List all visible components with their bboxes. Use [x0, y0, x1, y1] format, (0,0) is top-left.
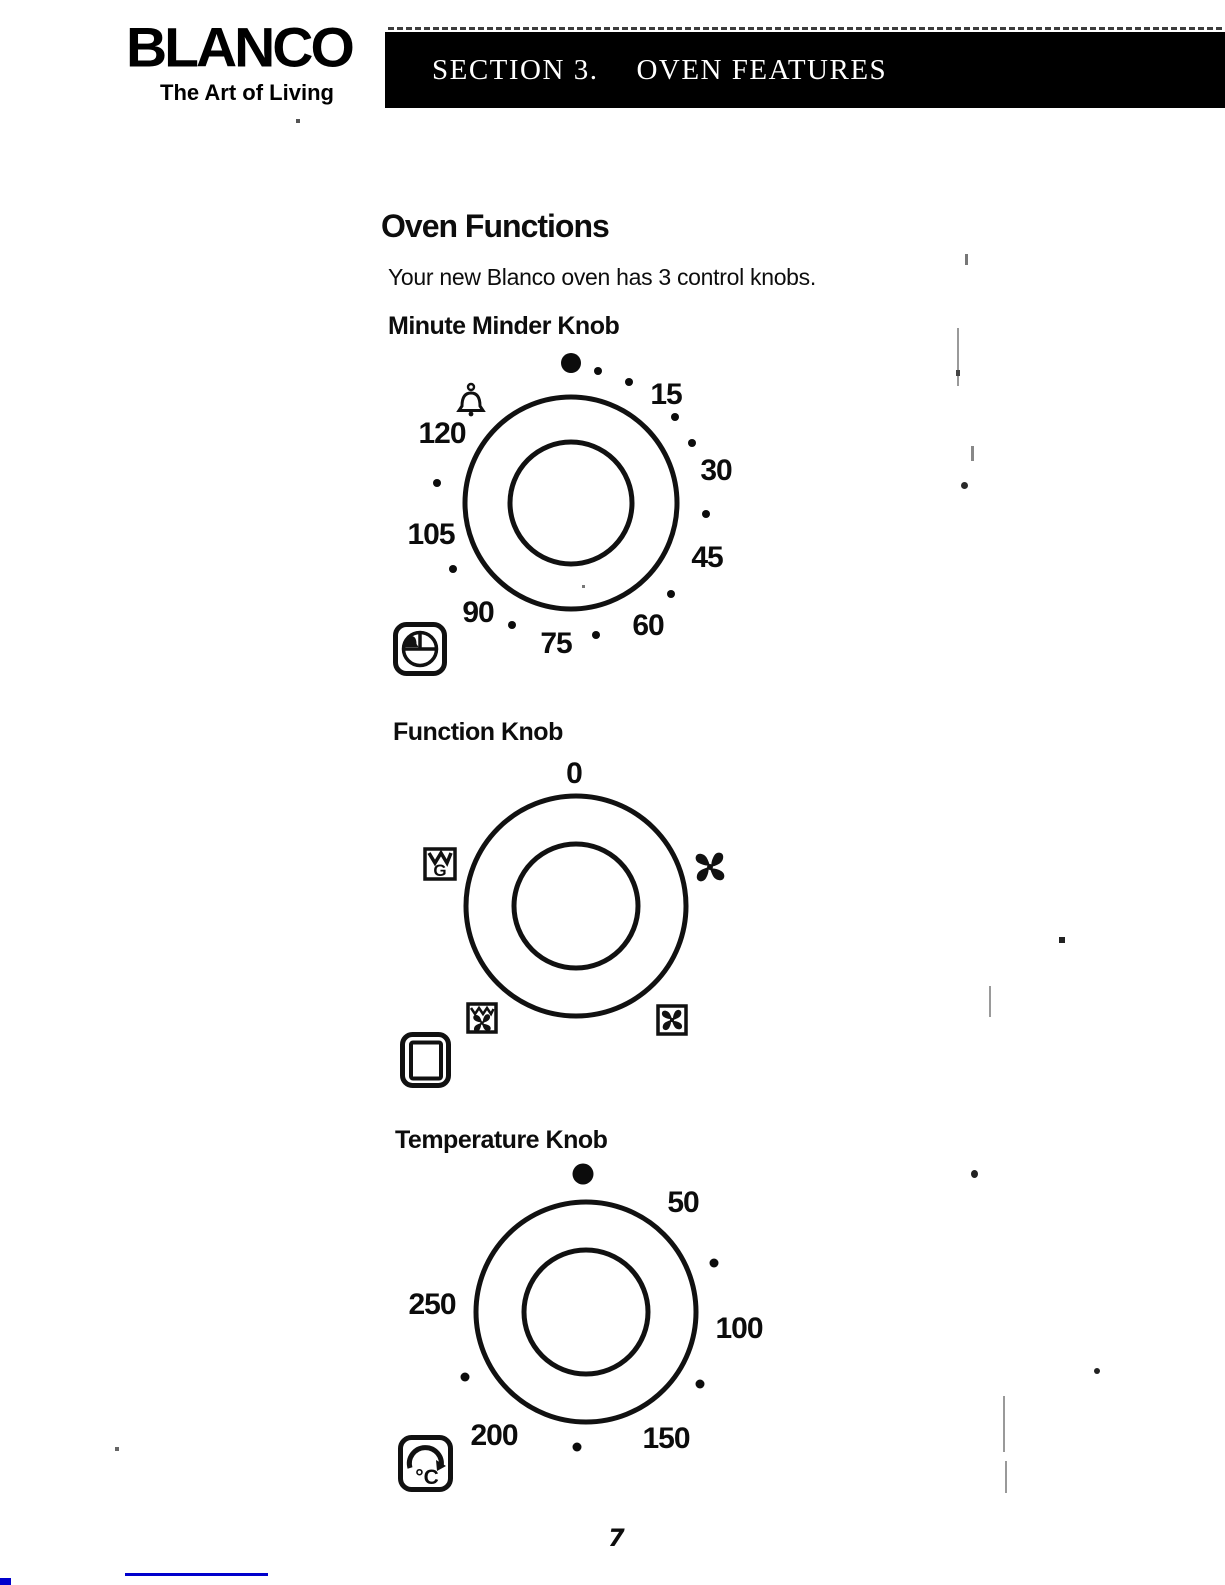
scale-label-50: 50	[667, 1186, 699, 1219]
timer-clock-icon	[396, 625, 445, 674]
page-title: Oven Functions	[381, 208, 609, 244]
minute-minder-dial	[380, 330, 760, 690]
scale-label-60: 60	[632, 609, 664, 642]
scale-label-45: 45	[691, 541, 723, 574]
scan-artifact	[1005, 1461, 1007, 1493]
knob-center	[524, 1250, 648, 1374]
knob-outer-ring	[476, 1202, 696, 1422]
section-title: OVEN FEATURES	[636, 53, 888, 86]
scan-artifact	[957, 328, 959, 386]
scale-label-100: 100	[715, 1312, 763, 1345]
celsius-icon	[401, 1438, 451, 1490]
scan-artifact-blue-line	[125, 1573, 268, 1576]
scale-label-250: 250	[408, 1288, 456, 1321]
scale-label-150: 150	[642, 1422, 690, 1455]
scan-artifact	[1003, 1396, 1005, 1452]
scan-artifact-blue-corner	[0, 1578, 11, 1585]
blanco-logo: BLANCO	[126, 16, 352, 80]
scan-artifact	[1094, 1368, 1100, 1374]
zero-marker-dot	[561, 353, 581, 373]
knob-outer-ring	[465, 397, 677, 609]
scale-label-15: 15	[650, 378, 682, 411]
intro-text: Your new Blanco oven has 3 control knobs.	[388, 264, 816, 290]
function-knob-heading: Function Knob	[393, 718, 563, 746]
scale-label-75: 75	[540, 627, 572, 660]
square-icon	[403, 1035, 449, 1086]
zero-marker-dot	[573, 1164, 594, 1185]
scale-label-200: 200	[470, 1419, 518, 1452]
scale-label-120: 120	[418, 417, 466, 450]
zero-label: 0	[566, 757, 582, 790]
knob-center	[514, 844, 638, 968]
scan-artifact	[965, 254, 968, 265]
scan-artifact	[971, 1170, 978, 1178]
section-label: SECTION 3.	[432, 53, 599, 86]
scale-label-105: 105	[407, 518, 455, 551]
fan-oven-icon	[658, 1006, 686, 1034]
page-number: 7	[608, 1524, 625, 1552]
temperature-knob-heading: Temperature Knob	[395, 1126, 608, 1154]
knob-outer-ring	[466, 796, 686, 1016]
section-header-bar	[385, 32, 1225, 108]
scan-artifact-dashes	[388, 27, 1222, 30]
brand-tagline: The Art of Living	[160, 80, 334, 105]
scan-artifact	[971, 446, 974, 461]
function-knob-dial	[380, 740, 760, 1100]
fan-icon	[696, 853, 725, 882]
temperature-dial	[380, 1150, 780, 1520]
fan-grill-icon	[468, 1004, 496, 1032]
knob-center	[510, 442, 632, 564]
scan-artifact	[582, 585, 585, 588]
minute-minder-heading: Minute Minder Knob	[388, 312, 620, 340]
scan-artifact	[115, 1447, 119, 1451]
scan-artifact	[956, 370, 960, 376]
grill-element-glyph	[471, 1008, 494, 1014]
scan-artifact	[296, 119, 300, 123]
scan-artifact	[989, 986, 991, 1017]
bell-icon	[459, 384, 483, 416]
scale-label-90: 90	[462, 596, 494, 629]
grill-icon	[425, 849, 455, 880]
grill-letter: G	[433, 861, 447, 880]
celsius-label: °C	[415, 1466, 439, 1489]
scan-artifact	[961, 482, 968, 489]
scan-artifact	[1059, 937, 1065, 943]
scale-label-30: 30	[700, 454, 732, 487]
